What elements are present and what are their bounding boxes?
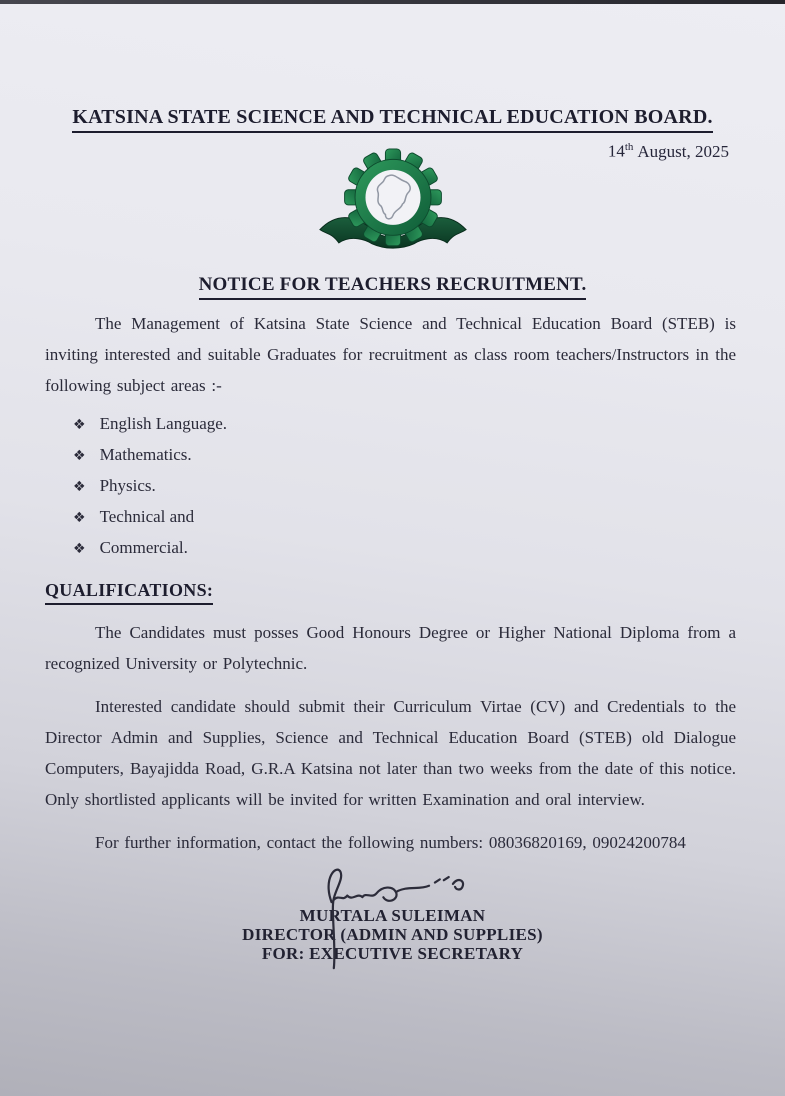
board-title: KATSINA STATE SCIENCE AND TECHNICAL EDUCATION BOARD. xyxy=(72,106,712,133)
list-item xyxy=(73,409,736,440)
subject-label: English Language. xyxy=(99,413,228,433)
signatory-for-line: FOR: EXECUTIVE SECRETARY xyxy=(261,943,524,963)
list-item xyxy=(73,533,736,564)
subject-label: Physics. xyxy=(99,475,156,495)
subject-label: Technical and xyxy=(99,506,195,526)
submission-paragraph: Interested candidate should submit their Curriculum Virtae (CV) and Credentials to the Director Admin and Supplies, Science and Technical Education Board (STEB) old Dialogue Computers, Bayajidda Road, G.R.A Katsina not later than two weeks from the date of this notice. Only shortlisted applicants will be invited for written Examination and oral interview. xyxy=(45,696,736,809)
signature-block xyxy=(0,860,785,963)
date-day: 14 xyxy=(607,141,625,161)
subject-list xyxy=(73,409,736,564)
qualifications-paragraph: The Candidates must posses Good Honours Degree or Higher National Diploma from a recognized University or Polytechnic. xyxy=(45,622,736,673)
list-item xyxy=(73,502,736,533)
list-item xyxy=(73,440,736,471)
handwritten-signature xyxy=(294,857,476,915)
notice-heading: NOTICE FOR TEACHERS RECRUITMENT. xyxy=(199,274,587,300)
signatory-name: MURTALA SULEIMAN xyxy=(299,905,486,925)
subject-label: Commercial. xyxy=(99,537,188,557)
diamond-bullet-icon: ❖ xyxy=(73,416,86,433)
contact-paragraph: For further information, contact the following numbers: 08036820169, 09024200784 xyxy=(95,832,686,852)
intro-paragraph: The Management of Katsina State Science and Technical Education Board (STEB) is inviting interested and suitable Graduates for recruitment as class room teachers/Instructors in the following subject areas :- xyxy=(45,313,736,395)
date-rest: August, 2025 xyxy=(637,141,729,161)
subject-label: Mathematics. xyxy=(99,444,192,464)
steb-gear-emblem-icon xyxy=(317,148,469,260)
diamond-bullet-icon: ❖ xyxy=(73,509,86,526)
qualifications-heading: QUALIFICATIONS: xyxy=(45,580,213,605)
list-item xyxy=(73,471,736,502)
diamond-bullet-icon: ❖ xyxy=(73,478,86,495)
date-ordinal: th xyxy=(624,141,634,153)
diamond-bullet-icon: ❖ xyxy=(73,447,86,464)
scan-top-edge xyxy=(0,0,785,4)
diamond-bullet-icon: ❖ xyxy=(73,540,86,557)
signatory-title: DIRECTOR (ADMIN AND SUPPLIES) xyxy=(242,924,543,944)
